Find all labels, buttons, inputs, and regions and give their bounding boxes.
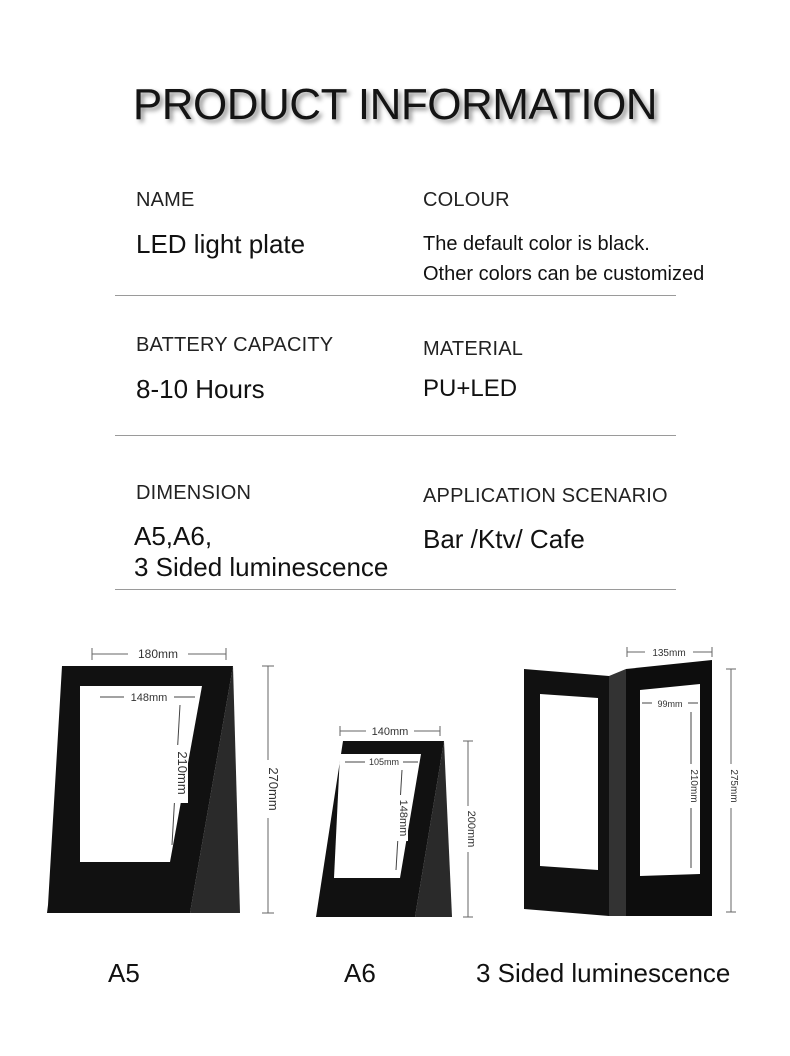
battery-label: BATTERY CAPACITY bbox=[136, 334, 334, 356]
tri-screen-height-dim: 210mm bbox=[688, 769, 699, 803]
a6-caption: A6 bbox=[344, 958, 376, 988]
tri-height-dim: 275mm bbox=[728, 769, 739, 803]
a6-stand bbox=[316, 723, 477, 917]
a5-width-dim: 180mm bbox=[137, 647, 179, 661]
a5-caption: A5 bbox=[108, 958, 140, 988]
colour-label: COLOUR bbox=[423, 189, 510, 211]
dimension-value-line2: 3 Sided luminescence bbox=[134, 552, 389, 582]
a5-screen-height-dim: 210mm bbox=[175, 751, 190, 795]
tri-screen-width-dim: 99mm bbox=[657, 699, 683, 709]
material-label: MATERIAL bbox=[423, 338, 524, 360]
colour-value-line2: Other colors can be customized bbox=[423, 263, 705, 285]
colour-value-line1: The default color is black. bbox=[423, 233, 650, 255]
tri-width-dim: 135mm bbox=[652, 648, 686, 659]
tri-stand bbox=[524, 645, 739, 916]
dimension-value-line1: A5,A6, bbox=[134, 521, 213, 551]
dimension-label: DIMENSION bbox=[136, 482, 252, 504]
a6-height-dim: 200mm bbox=[465, 810, 477, 848]
tri-caption: 3 Sided luminescence bbox=[476, 958, 731, 988]
material-value: PU+LED bbox=[423, 375, 518, 402]
a6-screen-height-dim: 148mm bbox=[397, 799, 409, 837]
page-title: PRODUCT INFORMATION bbox=[132, 80, 658, 129]
name-value: LED light plate bbox=[136, 229, 306, 259]
a5-height-dim: 270mm bbox=[266, 767, 281, 811]
a5-stand bbox=[47, 645, 281, 913]
name-label: NAME bbox=[136, 189, 195, 211]
a5-screen-width-dim: 148mm bbox=[130, 692, 168, 704]
battery-value: 8-10 Hours bbox=[136, 374, 265, 404]
a6-width-dim: 140mm bbox=[371, 726, 409, 738]
application-value: Bar /Ktv/ Cafe bbox=[423, 524, 585, 554]
a6-screen-width-dim: 105mm bbox=[368, 757, 400, 767]
application-label: APPLICATION SCENARIO bbox=[423, 485, 668, 507]
